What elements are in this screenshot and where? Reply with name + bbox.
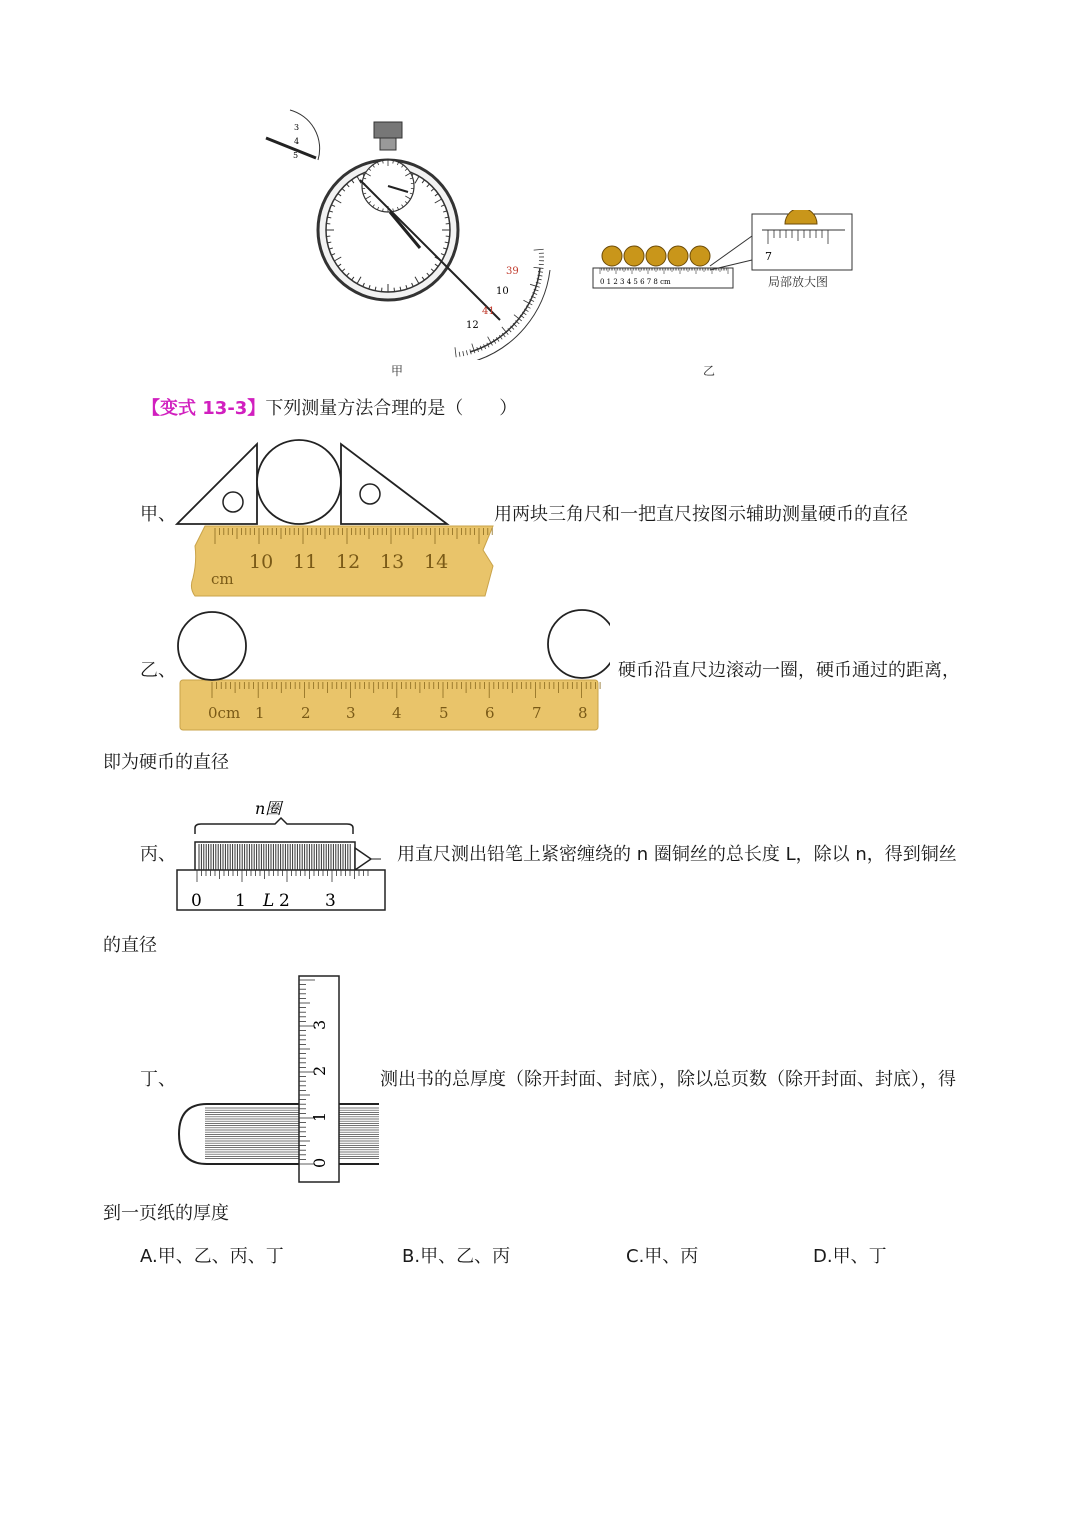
arc-label: 10: [496, 286, 509, 297]
method-yi-text: 硬币沿直尺边滚动一圈，硬币通过的距离，: [618, 660, 960, 681]
tick-mark: [534, 249, 544, 250]
tick-mark: [459, 352, 460, 357]
outer-scale-label: 4: [294, 137, 300, 146]
caption-yi: 乙: [703, 364, 716, 378]
method-bing-label: 丙、: [140, 844, 176, 865]
question-stem: 下列测量方法合理的是（ ）: [265, 398, 518, 419]
method-bing-text-cont: 的直径: [103, 935, 157, 956]
ding-ruler-number: 1: [310, 1111, 329, 1122]
method-yi-text-cont: 即为硬币的直径: [103, 752, 229, 773]
question-stem-line: [142, 398, 517, 420]
option-d[interactable]: D.甲、丁: [813, 1246, 887, 1267]
method-yi-label: 乙、: [140, 660, 176, 681]
option-a[interactable]: A.甲、乙、丙、丁: [140, 1246, 284, 1267]
method-jia-text: 用两块三角尺和一把直尺按图示辅助测量硬币的直径: [494, 504, 908, 525]
tick-mark: [455, 347, 456, 357]
question-tag: 【变式 13-3】: [142, 398, 266, 419]
zoom-mark: 7: [765, 250, 772, 263]
yi-ruler-number: 1: [255, 704, 265, 722]
jia-ruler-number: 11: [293, 551, 318, 573]
yi-ruler-number: 5: [439, 704, 449, 722]
method-yi-figure: [170, 604, 610, 734]
tick-mark: [530, 284, 540, 287]
method-ding-text: 测出书的总厚度（除开封面、封底），除以总页数（除开封面、封底），得: [380, 1069, 956, 1090]
yi-ruler-number: 6: [485, 704, 495, 722]
method-bing-text: 用直尺测出铅笔上紧密缠绕的 n 圈铜丝的总长度 L，除以 n，得到铜丝: [397, 844, 957, 865]
tick-mark: [534, 267, 544, 268]
bing-ruler-L: L: [263, 891, 275, 911]
arc-label: 12: [466, 320, 479, 331]
yi-ruler-number: 2: [301, 704, 311, 722]
option-b[interactable]: B.甲、乙、丙: [402, 1246, 511, 1267]
caption-jia: 甲: [391, 364, 404, 378]
bing-ruler-number: 1: [235, 891, 246, 911]
jia-ruler-number: 10: [249, 551, 274, 573]
jia-ruler-number: 14: [424, 551, 449, 573]
yi-ruler-number: 0cm: [208, 704, 241, 722]
arc-label: 39: [506, 266, 519, 277]
bing-ruler-number: 0: [191, 891, 202, 911]
method-jia-label: 甲、: [140, 504, 176, 525]
tick-mark: [463, 351, 464, 356]
bing-ruler-number: 3: [325, 891, 336, 911]
bing-brace-label: n圈: [255, 799, 282, 818]
jia-ruler-unit: cm: [211, 570, 234, 588]
zoom-caption: 局部放大图: [768, 275, 829, 289]
yi-ruler-number: 7: [532, 704, 542, 722]
method-jia-figure: [175, 438, 495, 600]
yi-ruler-number: 4: [392, 704, 402, 722]
outer-scale-label: 5: [293, 151, 299, 160]
bing-ruler-number: 2: [279, 891, 290, 911]
method-bing-figure: [175, 792, 395, 912]
tick-mark: [466, 350, 467, 355]
outer-scale-label: 3: [294, 123, 300, 132]
method-ding-label: 丁、: [140, 1069, 176, 1090]
option-c[interactable]: C.甲、丙: [626, 1246, 699, 1267]
method-ding-text-cont: 到一页纸的厚度: [103, 1203, 229, 1224]
jia-ruler-number: 13: [380, 551, 405, 573]
coin-ruler-scale: 0 1 2 3 4 5 6 7 8 cm: [600, 278, 671, 286]
yi-ruler-number: 3: [346, 704, 356, 722]
ding-ruler-number: 0: [310, 1157, 329, 1168]
ding-ruler-number: 3: [310, 1019, 329, 1030]
stopwatch-figure: [260, 100, 560, 360]
arc-label: 41: [482, 306, 495, 317]
method-ding-figure: [175, 972, 385, 1186]
ding-ruler-number: 2: [310, 1065, 329, 1076]
yi-ruler-number: 8: [578, 704, 588, 722]
jia-ruler-number: 12: [336, 551, 361, 573]
